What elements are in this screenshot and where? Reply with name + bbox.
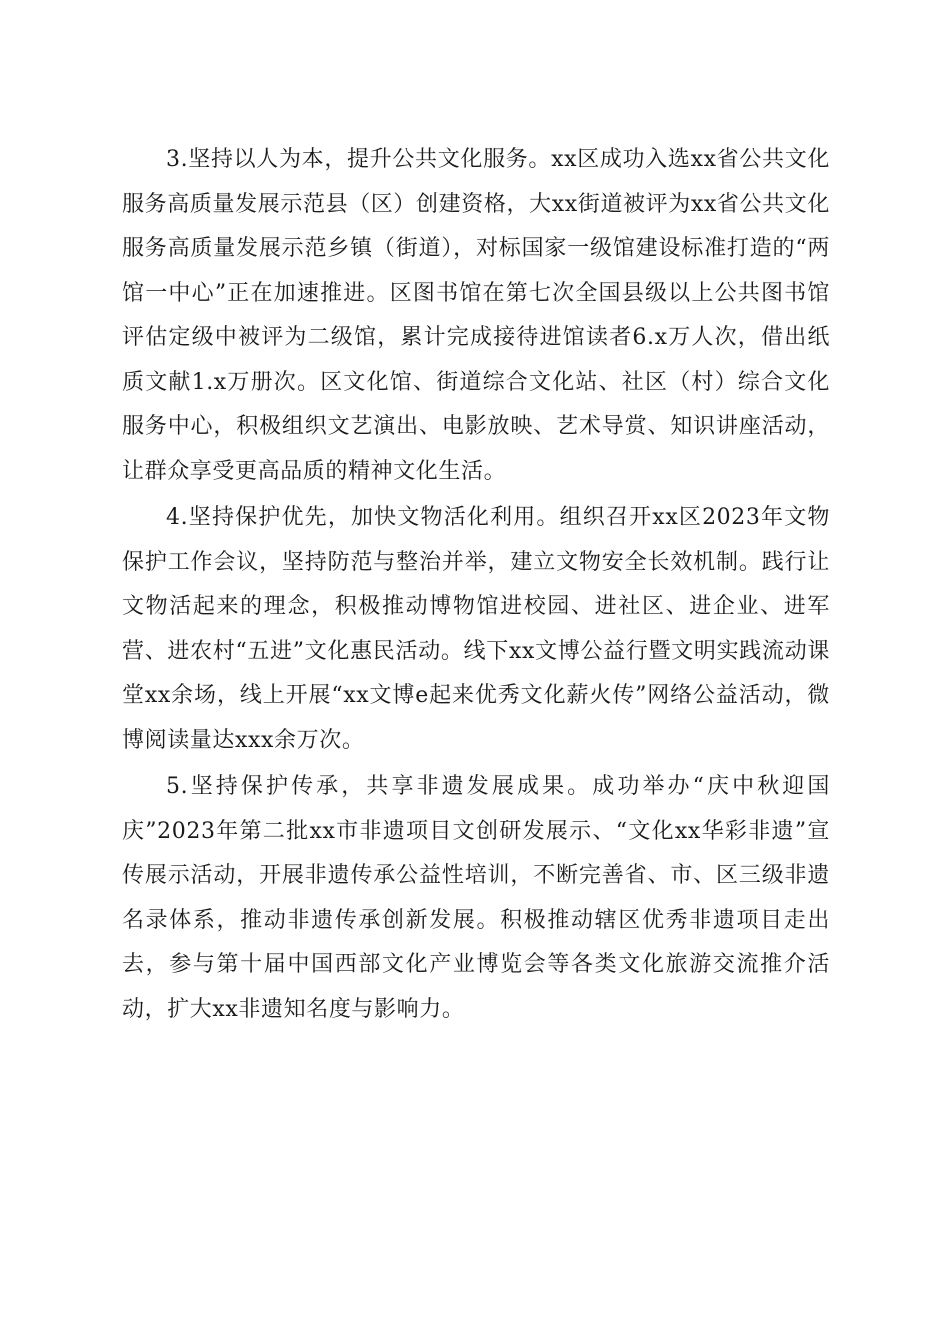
paragraph-intangible-heritage: 5.坚持保护传承，共享非遗发展成果。成功举办“庆中秋迎国庆”2023年第二批xx市非遗项目文创研发展示、“文化xx华彩非遗”宣传展示活动，开展非遗传承公益性培训，不断完善省、市、区三级非遗名录体系，推动非遗传承创新发展。积极推动辖区优秀非遗项目走出去，参与第十届中国西部文化产业博览会等各类文化旅游交流推介活动，扩大xx非遗知名度与影响力。: [122, 774, 830, 1022]
paragraph-public-culture-service: 3.坚持以人为本，提升公共文化服务。xx区成功入选xx省公共文化服务高质量发展示范县（区）创建资格，大xx街道被评为xx省公共文化服务高质量发展示范乡镇（街道），对标国家一级馆建设标准打造的“两馆一中心”正在加速推进。区图书馆在第七次全国县级以上公共图书馆评估定级中被评为二级馆，累计完成接待进馆读者6.x万人次，借出纸质文献1.x万册次。区文化馆、街道综合文化站、社区（村）综合文化服务中心，积极组织文艺演出、电影放映、艺术导赏、知识讲座活动，让群众享受更高品质的精神文化生活。: [122, 147, 830, 484]
document-body: [122, 138, 830, 1034]
paragraph-cultural-relics-protection: 4.坚持保护优先，加快文物活化利用。组织召开xx区2023年文物保护工作会议，坚持防范与整治并举，建立文物安全长效机制。践行让文物活起来的理念，积极推动博物馆进校园、进社区、进企业、进军营、进农村“五进”文化惠民活动。线下xx文博公益行暨文明实践流动课堂xx余场，线上开展“xx文博e起来优秀文化薪火传”网络公益活动，微博阅读量达xxx余万次。: [122, 505, 830, 753]
